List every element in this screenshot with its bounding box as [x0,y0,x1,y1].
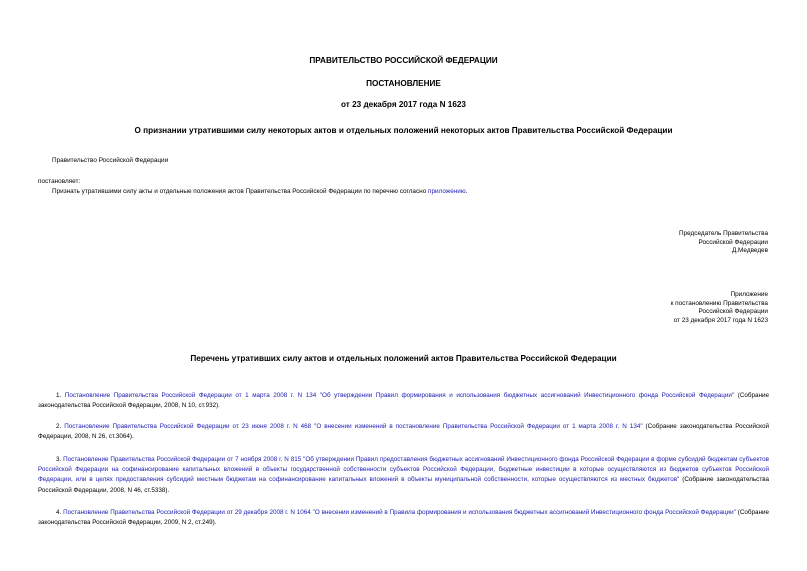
preamble-text [52,188,467,197]
list-item-source: (Собрание законодательства Российской Федерации, 2008, N 26, ст.3064). [38,423,769,441]
appendix-link[interactable]: приложению [428,188,466,195]
list-item-number: 3. [56,456,64,463]
preamble-verb: постановляет: [38,178,81,185]
appendix-ref-line1: Приложение [730,291,768,298]
appendix-reference [560,291,768,325]
list-item-number: 2. [56,423,65,430]
preamble-subject: Правительство Российской Федерации [52,157,169,164]
document-title: О признании утратившими силу некоторых актов и отдельных положений некоторых актов Правительства Российской Федерации [134,126,673,135]
list-item-link[interactable]: Постановление Правительства Российской Федерации от 29 декабря 2008 г. N 1064 "О внесении изменений в Правила формирования и использования бюджетных ассигнований Инвестиционного фонда Российской Федерации" [63,509,736,516]
appendix-ref-line2: к постановлению Правительства [670,299,768,307]
list-item-link[interactable]: Постановление Правительства Российской Федерации от 7 ноября 2008 г. N 815 "Об утверждении Правил предоставления бюджетных ассигнований Инвестиционного фонда Российской Федерации в форме субсидий бюджетам субъектов Российской Федерации на софинансирование капитальных вложений в объекты государственной собственности субъектов Российской Федерации, бюджетные инвестиции в которые осуществляются из бюджетов субъектов Российской Федерации, или в целях предоставления субсидий местным бюджетам на софинансирование капитальных вложений в объекты муниципальной собственности, которые осуществляются из местных бюджетов" [38,456,769,484]
list-item-source: (Собрание законодательства Российской Федерации, 2009, N 2, ст.249). [38,509,769,527]
preamble-text-after: . [465,188,468,195]
list-item-source: (Собрание законодательства Российской Федерации, 2008, N 10, ст.932). [38,392,769,410]
signature-name: Д.Медведев [731,247,768,255]
list-item-link[interactable]: Постановление Правительства Российской Федерации от 1 марта 2008 г. N 134 "Об утверждении Правил формирования и использования бюджетных ассигнований Инвестиционного фонда Российской Федерации" [64,392,735,399]
list-item-number: 4. [56,509,64,516]
government-heading: ПРАВИТЕЛЬСТВО РОССИЙСКОЙ ФЕДЕРАЦИИ [309,56,498,65]
list-item-number: 1. [56,392,65,399]
list-item [38,422,769,442]
appendix-ref-line3: Российской Федерации [698,308,768,316]
list-title: Перечень утративших силу актов и отдельных положений актов Правительства Российской Федерации [190,354,617,363]
signature-title: Председатель Правительства [679,230,768,237]
list-item-source: (Собрание законодательства Российской Федерации, 2008, N 46, ст.5338). [38,476,769,494]
signature-block [560,230,768,256]
appendix-ref-line4: от 23 декабря 2017 года N 1623 [673,316,768,324]
list-item [38,508,769,528]
list-item [38,455,769,496]
list-item [38,391,769,411]
document-date-number: от 23 декабря 2017 года N 1623 [341,100,466,109]
preamble-text-before: Признать утратившими силу акты и отдельные положения актов Правительства Российской Федерации по перечню согласно [52,188,429,195]
list-item-link[interactable]: Постановление Правительства Российской Федерации от 23 июня 2008 г. N 468 "О внесении изменений в постановление Правительства Российской Федерации от 1 марта 2008 г. N 134" [64,423,643,430]
signature-org: Российской Федерации [698,238,768,246]
document-type: ПОСТАНОВЛЕНИЕ [366,79,441,88]
